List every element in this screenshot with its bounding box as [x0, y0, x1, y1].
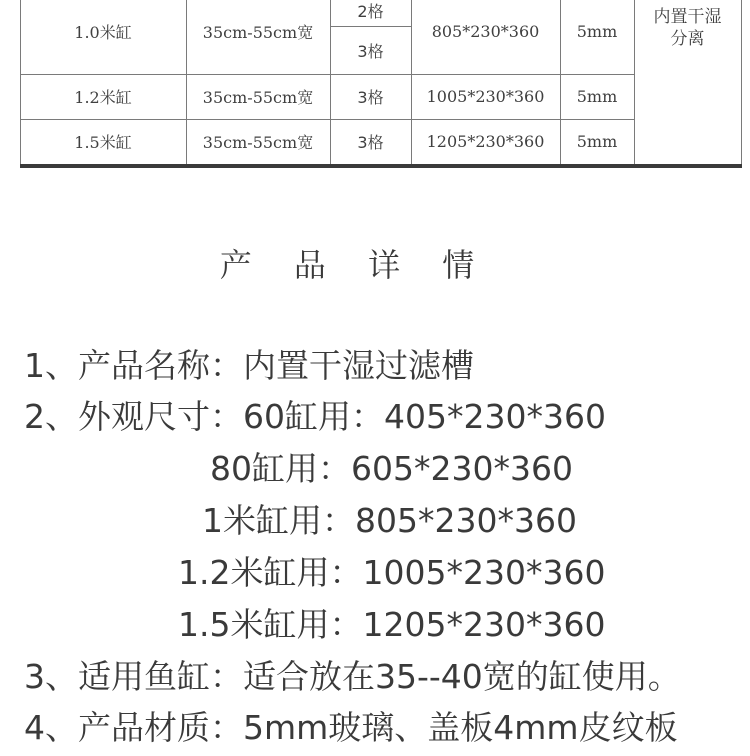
- note-line: 内置干湿: [653, 7, 722, 27]
- note-line: 分离: [670, 29, 705, 49]
- cell-note: [634, 0, 741, 164]
- detail-line: 1、产品名称：内置干湿过滤槽: [24, 346, 474, 385]
- cell-size: 805*230*360: [431, 21, 540, 41]
- cell-width: 35cm-55cm宽: [202, 22, 314, 42]
- cell-tank: 1.5米缸: [74, 133, 132, 152]
- cell-glass: 5mm: [576, 87, 618, 106]
- detail-line: 1米缸用：805*230*360: [202, 501, 577, 540]
- cell-tank: 1.2米缸: [74, 88, 132, 107]
- cell-size: 1205*230*360: [426, 132, 545, 151]
- detail-line: 1.5米缸用：1205*230*360: [178, 605, 606, 644]
- cell-glass: 5mm: [576, 132, 618, 151]
- detail-line: 2、外观尺寸：60缸用：405*230*360: [24, 397, 606, 436]
- cell-compartments: 2格: [357, 2, 384, 21]
- table-border-right: [741, 0, 742, 164]
- cell-compartments: 3格: [357, 133, 384, 152]
- cell-compartments: 3格: [357, 88, 384, 107]
- detail-line: 80缸用：605*230*360: [210, 449, 573, 488]
- cell-tank: 1.0米缸: [74, 22, 132, 42]
- detail-line: 3、适用鱼缸：适合放在35--40宽的缸使用。: [24, 657, 681, 696]
- cell-compartments: 3格: [357, 41, 384, 61]
- section-title: 产 品 详 情: [219, 246, 491, 284]
- cell-width: 35cm-55cm宽: [202, 133, 314, 152]
- cell-width: 35cm-55cm宽: [202, 88, 314, 107]
- detail-line: 4、产品材质：5mm玻璃、盖板4mm皮纹板: [24, 708, 678, 747]
- spec-table: [20, 0, 742, 168]
- detail-line: 1.2米缸用：1005*230*360: [178, 553, 606, 592]
- cell-size: 1005*230*360: [426, 87, 545, 106]
- cell-glass: 5mm: [576, 21, 618, 41]
- table-bottom-rule: [20, 164, 742, 168]
